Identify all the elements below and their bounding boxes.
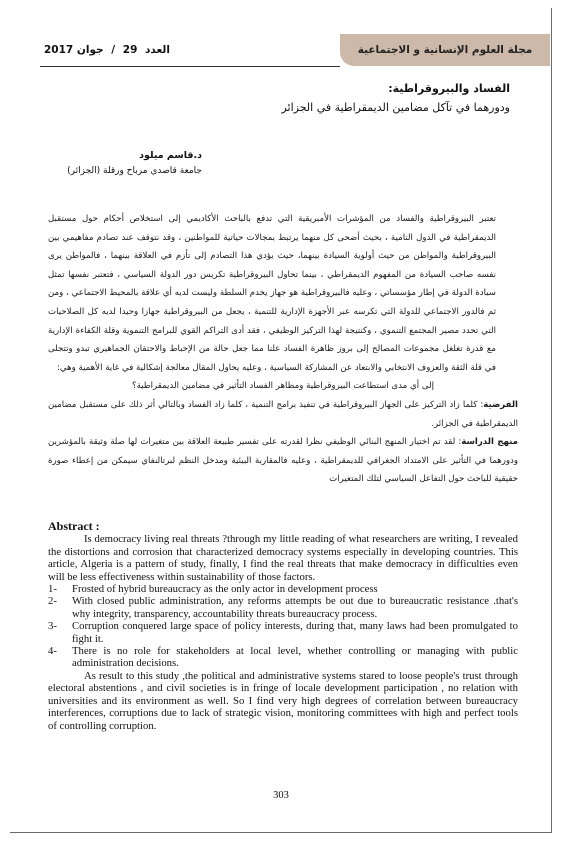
abstract-list	[48, 583, 518, 670]
list-item-number: 1-	[48, 583, 57, 596]
author-affiliation: جامعة قاصدي مرباح ورقلة (الجزائر)	[67, 166, 202, 176]
arabic-paragraph: تعتبر البيروقراطية والفساد من المؤشرات الأمبريقية التي تدفع بالباحث الأكاديمي إلى استخلاص أحكام حول مستقبل الديمقراطية في الدول النامية ، بحيث أضحى كل منهما يرتبط بمجالات حياتية للمواطنين ، وقد نتوقف عند تصادم مفاهيمي بين البيروقراطية والمواطن من حيث أولوية السيادة بينهما، حيث يؤدي هذا التصادم إلى تأزم في العلاقة بينهما ، فالمواطن يرى نفسه صاحب السيادة من المفهوم الديمقراطي ، بينما تحاول البيروقراطية تكريس دور الدولة السياسي ، فتعتبر نفسها تمثل سيادة الدولة في إطار مؤسساتي ، وعليه فالبيروقراطية هو جهاز يخدم السلطة وليست لديه أي علاقة بالمحيط الاجتماعي ، ومن ثم فالدور الاجتماعي للدولة التي تكرسه عبر الأجهزة الإدارية للتنمية ، يجعل من البيروقراطية جهازا وحيدا لديه كل الصلاحيات التي تحدد مصير المجتمع التنموي ، وكنتيجة لهذا التركيز الوظيفي ، فقد أدى التراكم القوي للبرامج التنموية وقلة الكفاءة الإدارية مع قدرة تغلغل مجموعات المصالح إلى بروز ظاهرة الفساد علنا مما جعل حالة من الإحباط والاحتقان الجماهيري تبدو وتتجلى في قلة الثقة والعزوف الانتخابي والابتعاد عن المشاركة السياسية ، وعليه يحاول المقال معالجة إشكالية في غاية الأهمية وهي:	[48, 214, 496, 373]
author-block	[42, 150, 202, 176]
journal-name: مجلة العلوم الإنسانية و الاجتماعية	[357, 44, 533, 56]
issue-date: جوان 2017	[44, 44, 104, 56]
abstract-heading: Abstract :	[48, 519, 100, 533]
method-text: : لقد تم اختيار المنهج البنائي الوظيفي نظرا لقدرته على تفسير طبيعة العلاقة بين متغيرات لها صلة وثيقة بالمؤشرين ودورهما في التأثير على الامتداد الجغرافي للديمقراطية ، وعليه فالمقاربة البيئية ومدخل النظم لبرتالنفاي سيمكن من إعطاء صورة حقيقية للباحث حول التفاعل السياسي لتلك المتغيرات	[48, 437, 518, 485]
issue-info	[40, 44, 170, 56]
journal-name-banner	[340, 34, 550, 66]
issue-label: العدد	[145, 44, 170, 56]
list-item-text: Corruption conquered large space of policy interests, during that, many laws had been promulgated to fight it.	[72, 620, 518, 645]
list-item-number: 3-	[48, 620, 57, 633]
study-method	[48, 433, 518, 489]
list-item-number: 2-	[48, 595, 57, 608]
hypothesis-text: : كلما زاد التركيز على الجهاز البيروقراطية في تنفيذ برامج التنمية ، كلما زاد الفساد وبالتالي أثر ذلك على مستقبل مضامين الديمقراطية في الجزائر.	[48, 399, 518, 429]
english-abstract	[48, 520, 518, 732]
list-item-number: 4-	[48, 645, 57, 658]
abstract-conclusion: As result to this study ,the political and administrative systems stared to loose people's trust through electoral abstentions , and civil societies is in fringe of locale development participation , no relation with universities and its environment as well. So I find very high degrees of correlation between bureaucracy interferences, corruptions due to lack of strategic vision, monitoring committees with high and perfect tools of controlling corruption.	[48, 669, 518, 732]
page-header	[40, 34, 550, 68]
author-name: د.قاسم ميلود	[139, 150, 202, 161]
list-item	[48, 595, 518, 620]
list-item-text: With closed public administration, any reforms attempts be out due to bureaucratic resistance .that's why integrity, transparency, accountability threats bureaucracy process.	[72, 595, 518, 620]
header-rule	[40, 66, 340, 67]
list-item-text: Frosted of hybrid bureaucracy as the only actor in development process	[72, 583, 378, 596]
list-item-text: There is no role for stakeholders at local level, whether controlling or managing with public administration decisions.	[72, 645, 518, 670]
article-title: الفساد والبيروقراطية:	[388, 82, 510, 95]
method-label: منهج الدراسة	[461, 437, 518, 448]
research-question: إلى أي مدى استطاعت البيروقراطية ومظاهر الفساد التأثير في مضامين الديمقراطية؟	[132, 381, 434, 392]
issue-separator: /	[111, 44, 116, 56]
list-item	[48, 620, 518, 645]
abstract-intro: Is democracy living real threats ?through my little reading of what researchers are writing, I revealed the distortions and corrosion that characterized democracy systems especially in developing countries. This article, Algeria is a pattern of study, finally, I find the real threats that make democracy in difficulties even will be less effectiveness within sustainability of those factors.	[48, 533, 518, 583]
article-subtitle: ودورهما في تآكل مضامين الديمقراطية في الجزائر	[281, 101, 510, 114]
issue-number: 29	[122, 44, 138, 56]
article-title-block	[281, 82, 510, 114]
arabic-abstract	[48, 210, 518, 489]
hypothesis-label: الفرضية	[483, 399, 518, 410]
hypothesis	[48, 396, 518, 433]
list-item	[48, 645, 518, 670]
page-number: 303	[273, 790, 289, 801]
list-item	[48, 583, 518, 595]
